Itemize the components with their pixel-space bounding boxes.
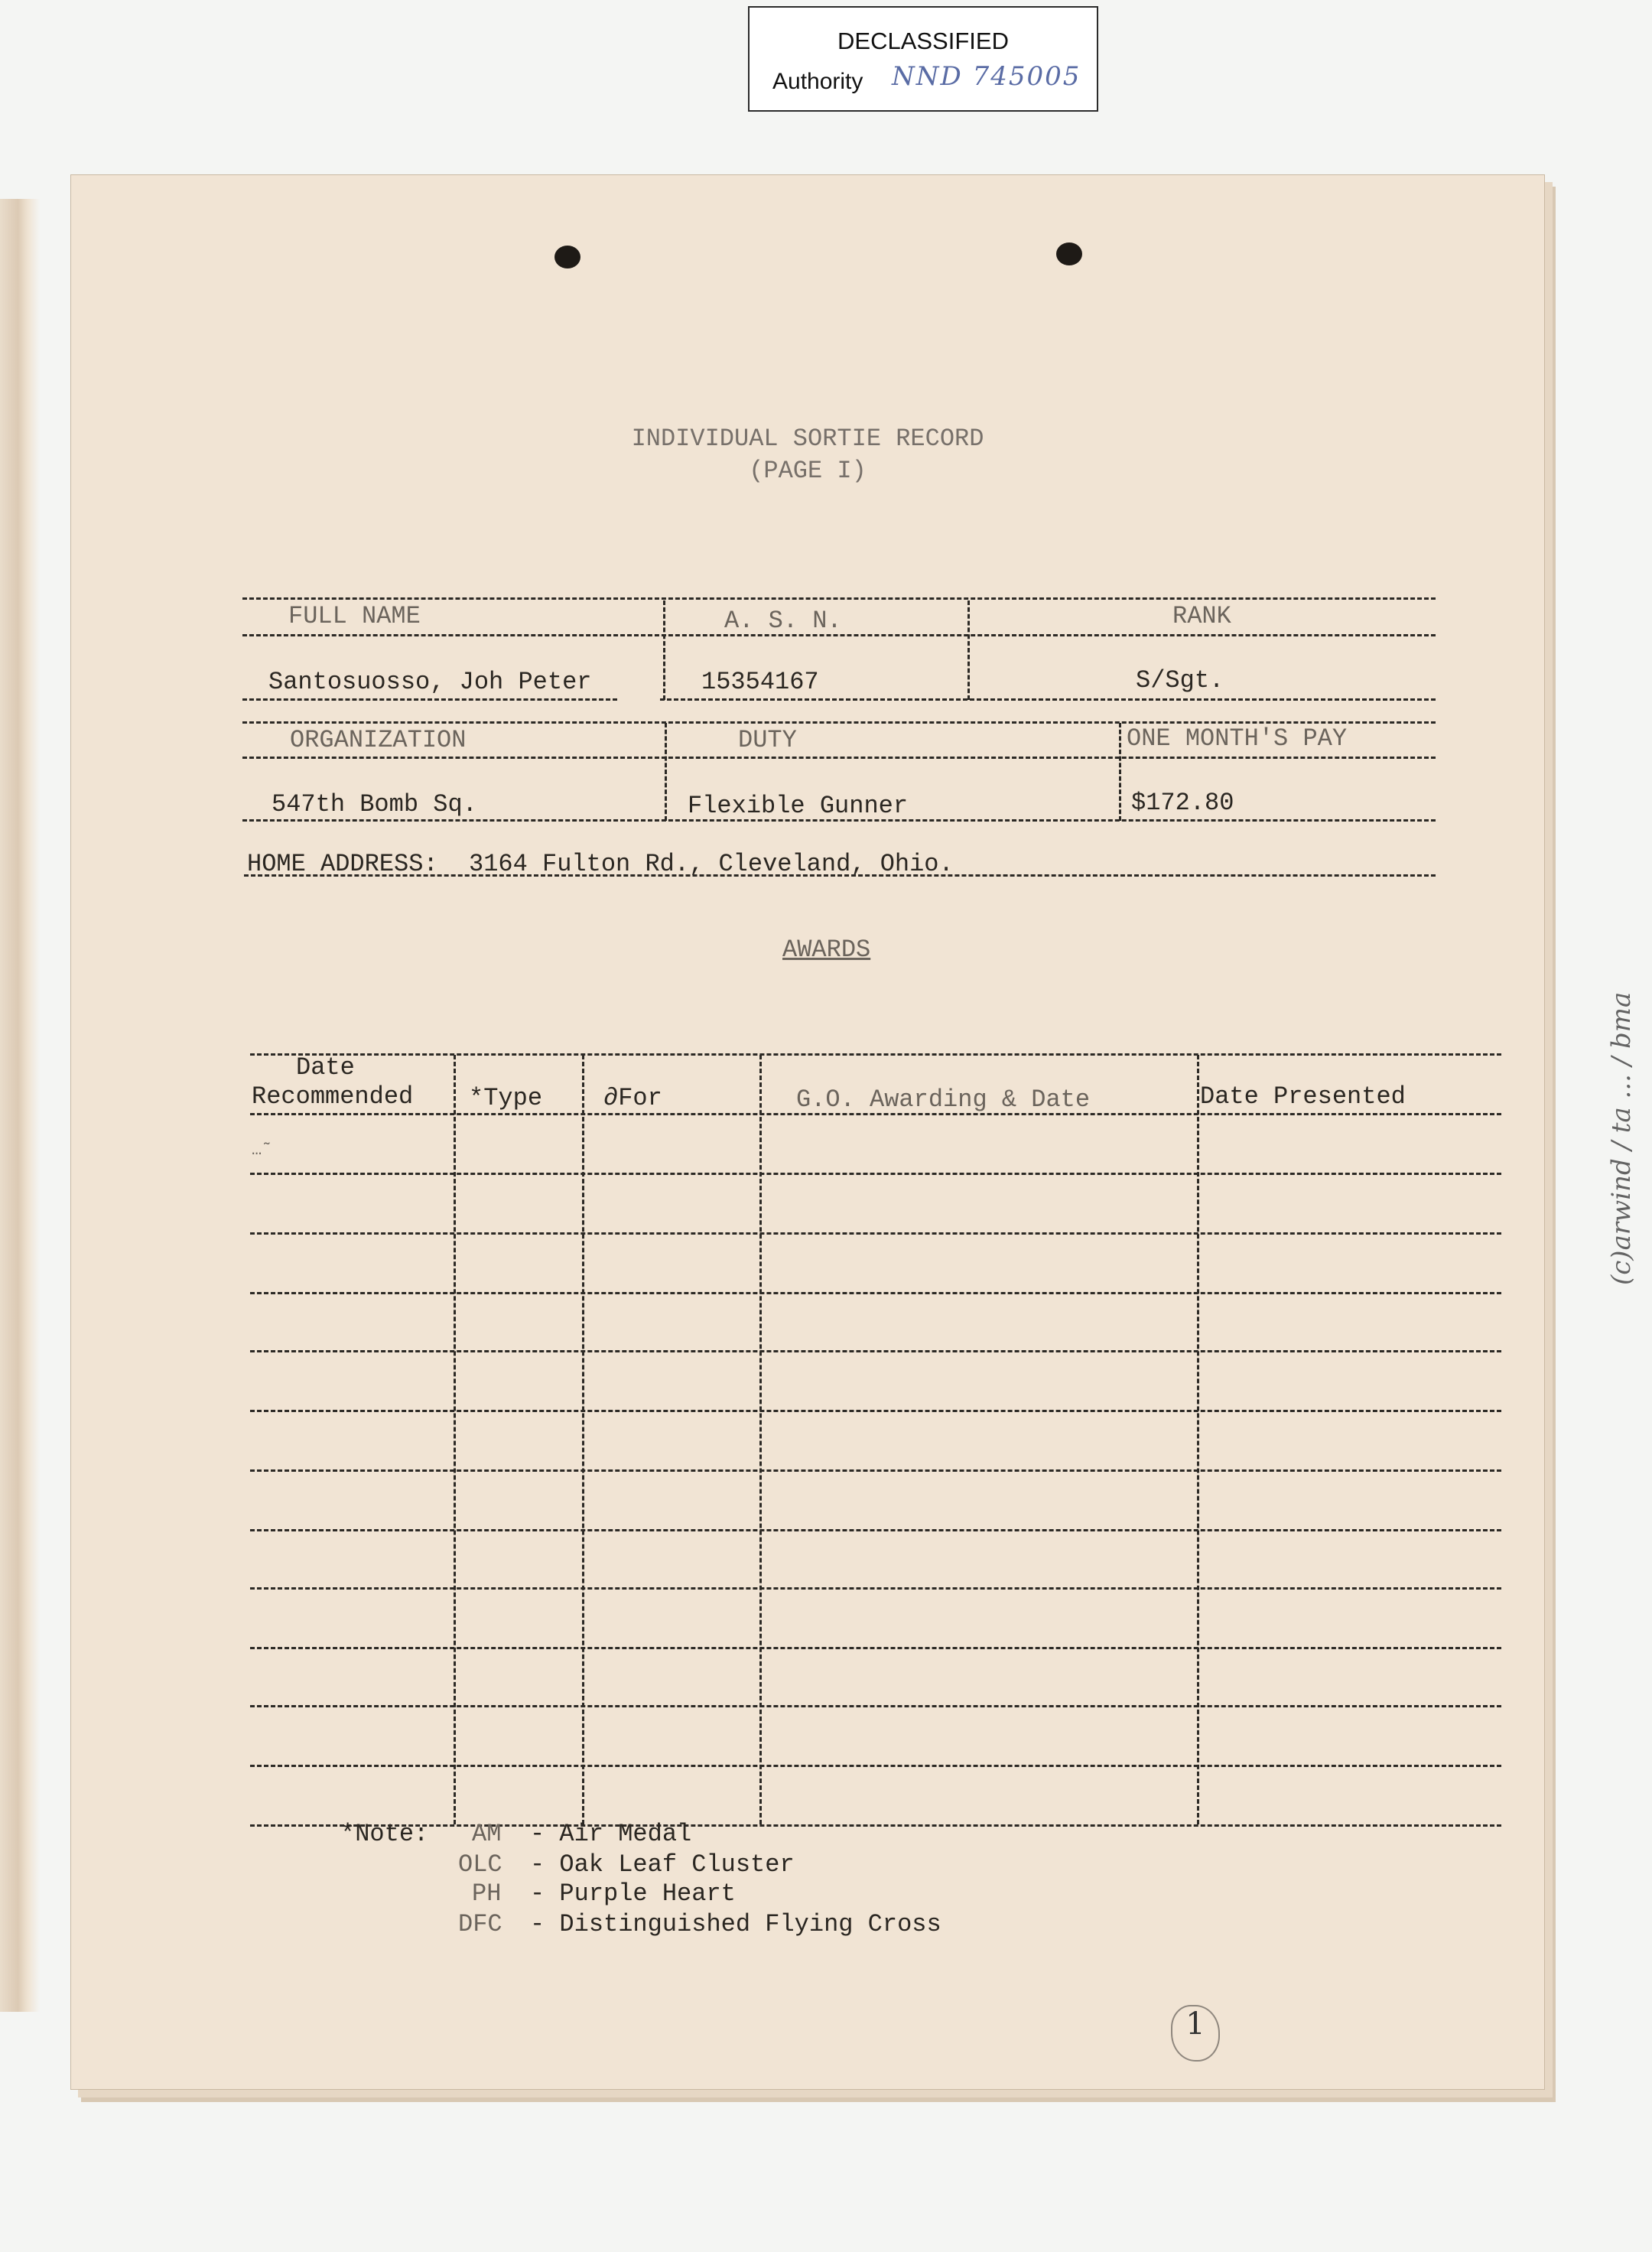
table-row-rule [250, 1350, 1501, 1352]
table-row-rule [250, 1232, 1501, 1235]
duty-value: Flexible Gunner [688, 792, 909, 820]
note-label: *Note: [340, 1820, 429, 1848]
first-cell-mark: …˜ [252, 1141, 272, 1160]
table-column-rule [1197, 1055, 1199, 1824]
organization-value: 547th Bomb Sq. [272, 790, 477, 818]
home-address-label: HOME ADDRESS: [247, 850, 438, 878]
table-row-rule [250, 1469, 1501, 1472]
note-text-dfc: - Distinguished Flying Cross [530, 1910, 941, 1938]
stamp-authority-value: NND 745005 [892, 61, 1081, 92]
note-abbr-olc: OLC [458, 1850, 502, 1879]
col-header-type: *Type [469, 1084, 543, 1112]
page-number: 1 [1171, 2005, 1220, 2062]
table-row-rule [250, 1705, 1501, 1707]
rule [1119, 723, 1121, 821]
rule [967, 600, 970, 700]
rank-header: RANK [1172, 602, 1231, 630]
note-abbr-ph: PH [472, 1879, 502, 1908]
col-header-go-awarding: G.O. Awarding & Date [796, 1085, 1091, 1114]
table-row-rule [250, 1173, 1501, 1175]
full-name-value: Santosuosso, Joh Peter [268, 668, 592, 696]
full-name-header: FULL NAME [288, 602, 421, 630]
home-address-value: 3164 Fulton Rd., Cleveland, Ohio. [469, 850, 954, 878]
table-row-rule [250, 1647, 1501, 1649]
table-row-rule [250, 1410, 1501, 1412]
adjacent-page-stack [0, 199, 40, 2012]
table-row-rule [250, 1529, 1501, 1531]
organization-header: ORGANIZATION [290, 726, 467, 754]
sortie-record-page [70, 174, 1545, 2090]
col-header-date-presented: Date Presented [1200, 1082, 1406, 1111]
rule [244, 874, 1436, 877]
table-bottom-rule [250, 1824, 1501, 1827]
margin-handwriting: (c)arwind / ta ... / bma [1606, 991, 1637, 1285]
asn-header: A. S. N. [724, 607, 842, 635]
note-abbr-am: AM [472, 1820, 502, 1848]
punch-hole-right [1056, 242, 1082, 265]
col-header-recommended: Recommended [252, 1082, 414, 1111]
rule [660, 698, 1436, 701]
rule [242, 757, 1436, 759]
pay-value: $172.80 [1131, 789, 1234, 817]
table-row-rule [250, 1587, 1501, 1590]
declassified-stamp [748, 6, 1098, 112]
rule [242, 721, 1436, 724]
pay-header: ONE MONTH'S PAY [1127, 724, 1348, 753]
form-subtitle: (PAGE I) [749, 457, 867, 485]
col-header-date: Date [296, 1053, 355, 1082]
table-row-rule [250, 1765, 1501, 1767]
stamp-title: DECLASSIFIED [837, 28, 1009, 54]
table-column-rule [582, 1055, 584, 1824]
table-row-rule [250, 1292, 1501, 1294]
rule [665, 723, 667, 821]
note-abbr-dfc: DFC [458, 1910, 502, 1938]
rule [242, 597, 1436, 600]
table-column-rule [759, 1055, 762, 1824]
note-text-am: - Air Medal [530, 1820, 692, 1848]
rule [663, 600, 665, 700]
form-title: INDIVIDUAL SORTIE RECORD [631, 425, 984, 453]
rank-value: S/Sgt. [1136, 666, 1224, 695]
rule [242, 698, 617, 701]
table-top-rule [250, 1053, 1501, 1056]
asn-value: 15354167 [701, 668, 819, 696]
duty-header: DUTY [738, 726, 797, 754]
col-header-for: ∂For [603, 1084, 662, 1112]
stamp-authority-label: Authority [772, 69, 863, 94]
table-column-rule [454, 1055, 456, 1824]
awards-heading: AWARDS [782, 936, 871, 964]
note-text-olc: - Oak Leaf Cluster [530, 1850, 795, 1879]
punch-hole-left [554, 246, 580, 268]
note-text-ph: - Purple Heart [530, 1879, 736, 1908]
